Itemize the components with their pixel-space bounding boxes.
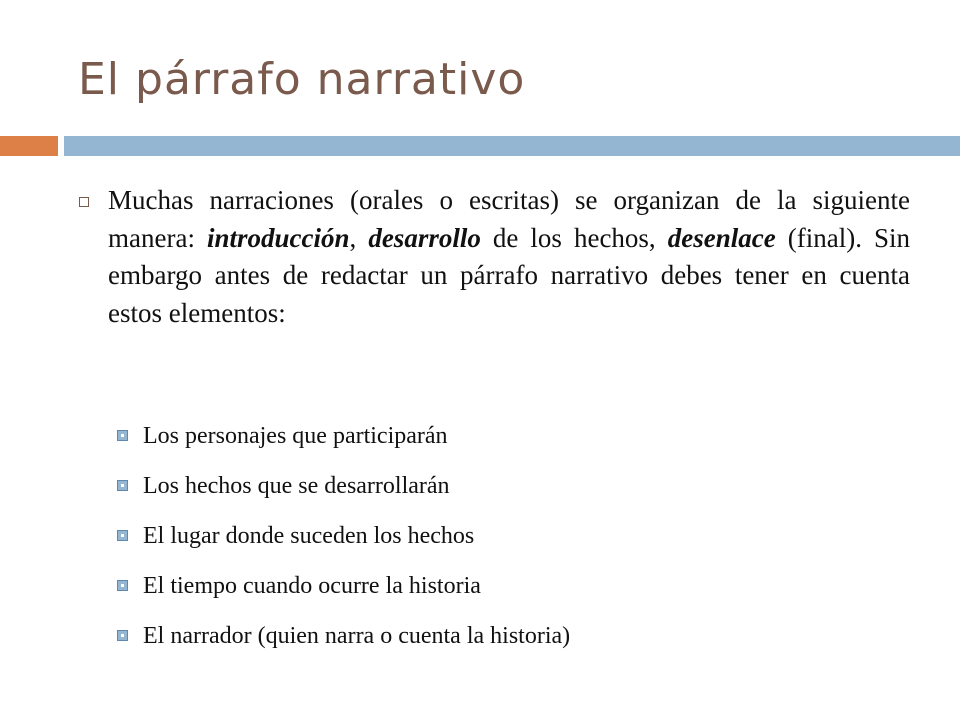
sub-bullet-text: Los personajes que participarán bbox=[143, 423, 448, 449]
sub-bullet-text: El lugar donde suceden los hechos bbox=[143, 523, 475, 549]
square-bullet-icon bbox=[117, 630, 128, 641]
square-bullet-icon bbox=[117, 530, 128, 541]
main-text-segment: Muchas narraciones (orales o escritas) se organizan de la siguiente manera: bbox=[108, 185, 910, 253]
slide-title: El párrafo narrativo bbox=[78, 54, 526, 105]
emphasized-term: desarrollo bbox=[368, 222, 481, 253]
main-text-segment: , bbox=[349, 222, 369, 253]
main-bullet-item bbox=[108, 182, 910, 332]
main-bullet-text bbox=[108, 185, 910, 328]
emphasized-term: desenlace bbox=[667, 222, 776, 253]
main-text-segment: (final). Sin embargo antes de redactar un párrafo narrativo debes tener en cuenta estos elementos: bbox=[108, 222, 911, 328]
square-bullet-icon bbox=[117, 580, 128, 591]
sub-bullet-text: El narrador (quien narra o cuenta la historia) bbox=[143, 623, 571, 649]
title-underline-orange bbox=[0, 136, 58, 156]
emphasized-term: introducción bbox=[207, 222, 350, 253]
sub-bullet-item bbox=[143, 620, 843, 670]
title-underline-blue bbox=[64, 136, 960, 156]
sub-bullet-item bbox=[143, 420, 843, 470]
sub-bullet-text: El tiempo cuando ocurre la historia bbox=[143, 573, 481, 599]
sub-bullet-text: Los hechos que se desarrollarán bbox=[143, 473, 450, 499]
sub-bullet-item bbox=[143, 520, 843, 570]
square-bullet-icon bbox=[117, 430, 128, 441]
sub-bullet-list bbox=[143, 420, 843, 670]
sub-bullet-item bbox=[143, 470, 843, 520]
square-bullet-icon bbox=[117, 480, 128, 491]
square-bullet-icon bbox=[79, 197, 89, 207]
main-bullet-block bbox=[108, 182, 910, 332]
sub-bullet-item bbox=[143, 570, 843, 620]
main-text-segment: de los hechos, bbox=[480, 222, 668, 253]
